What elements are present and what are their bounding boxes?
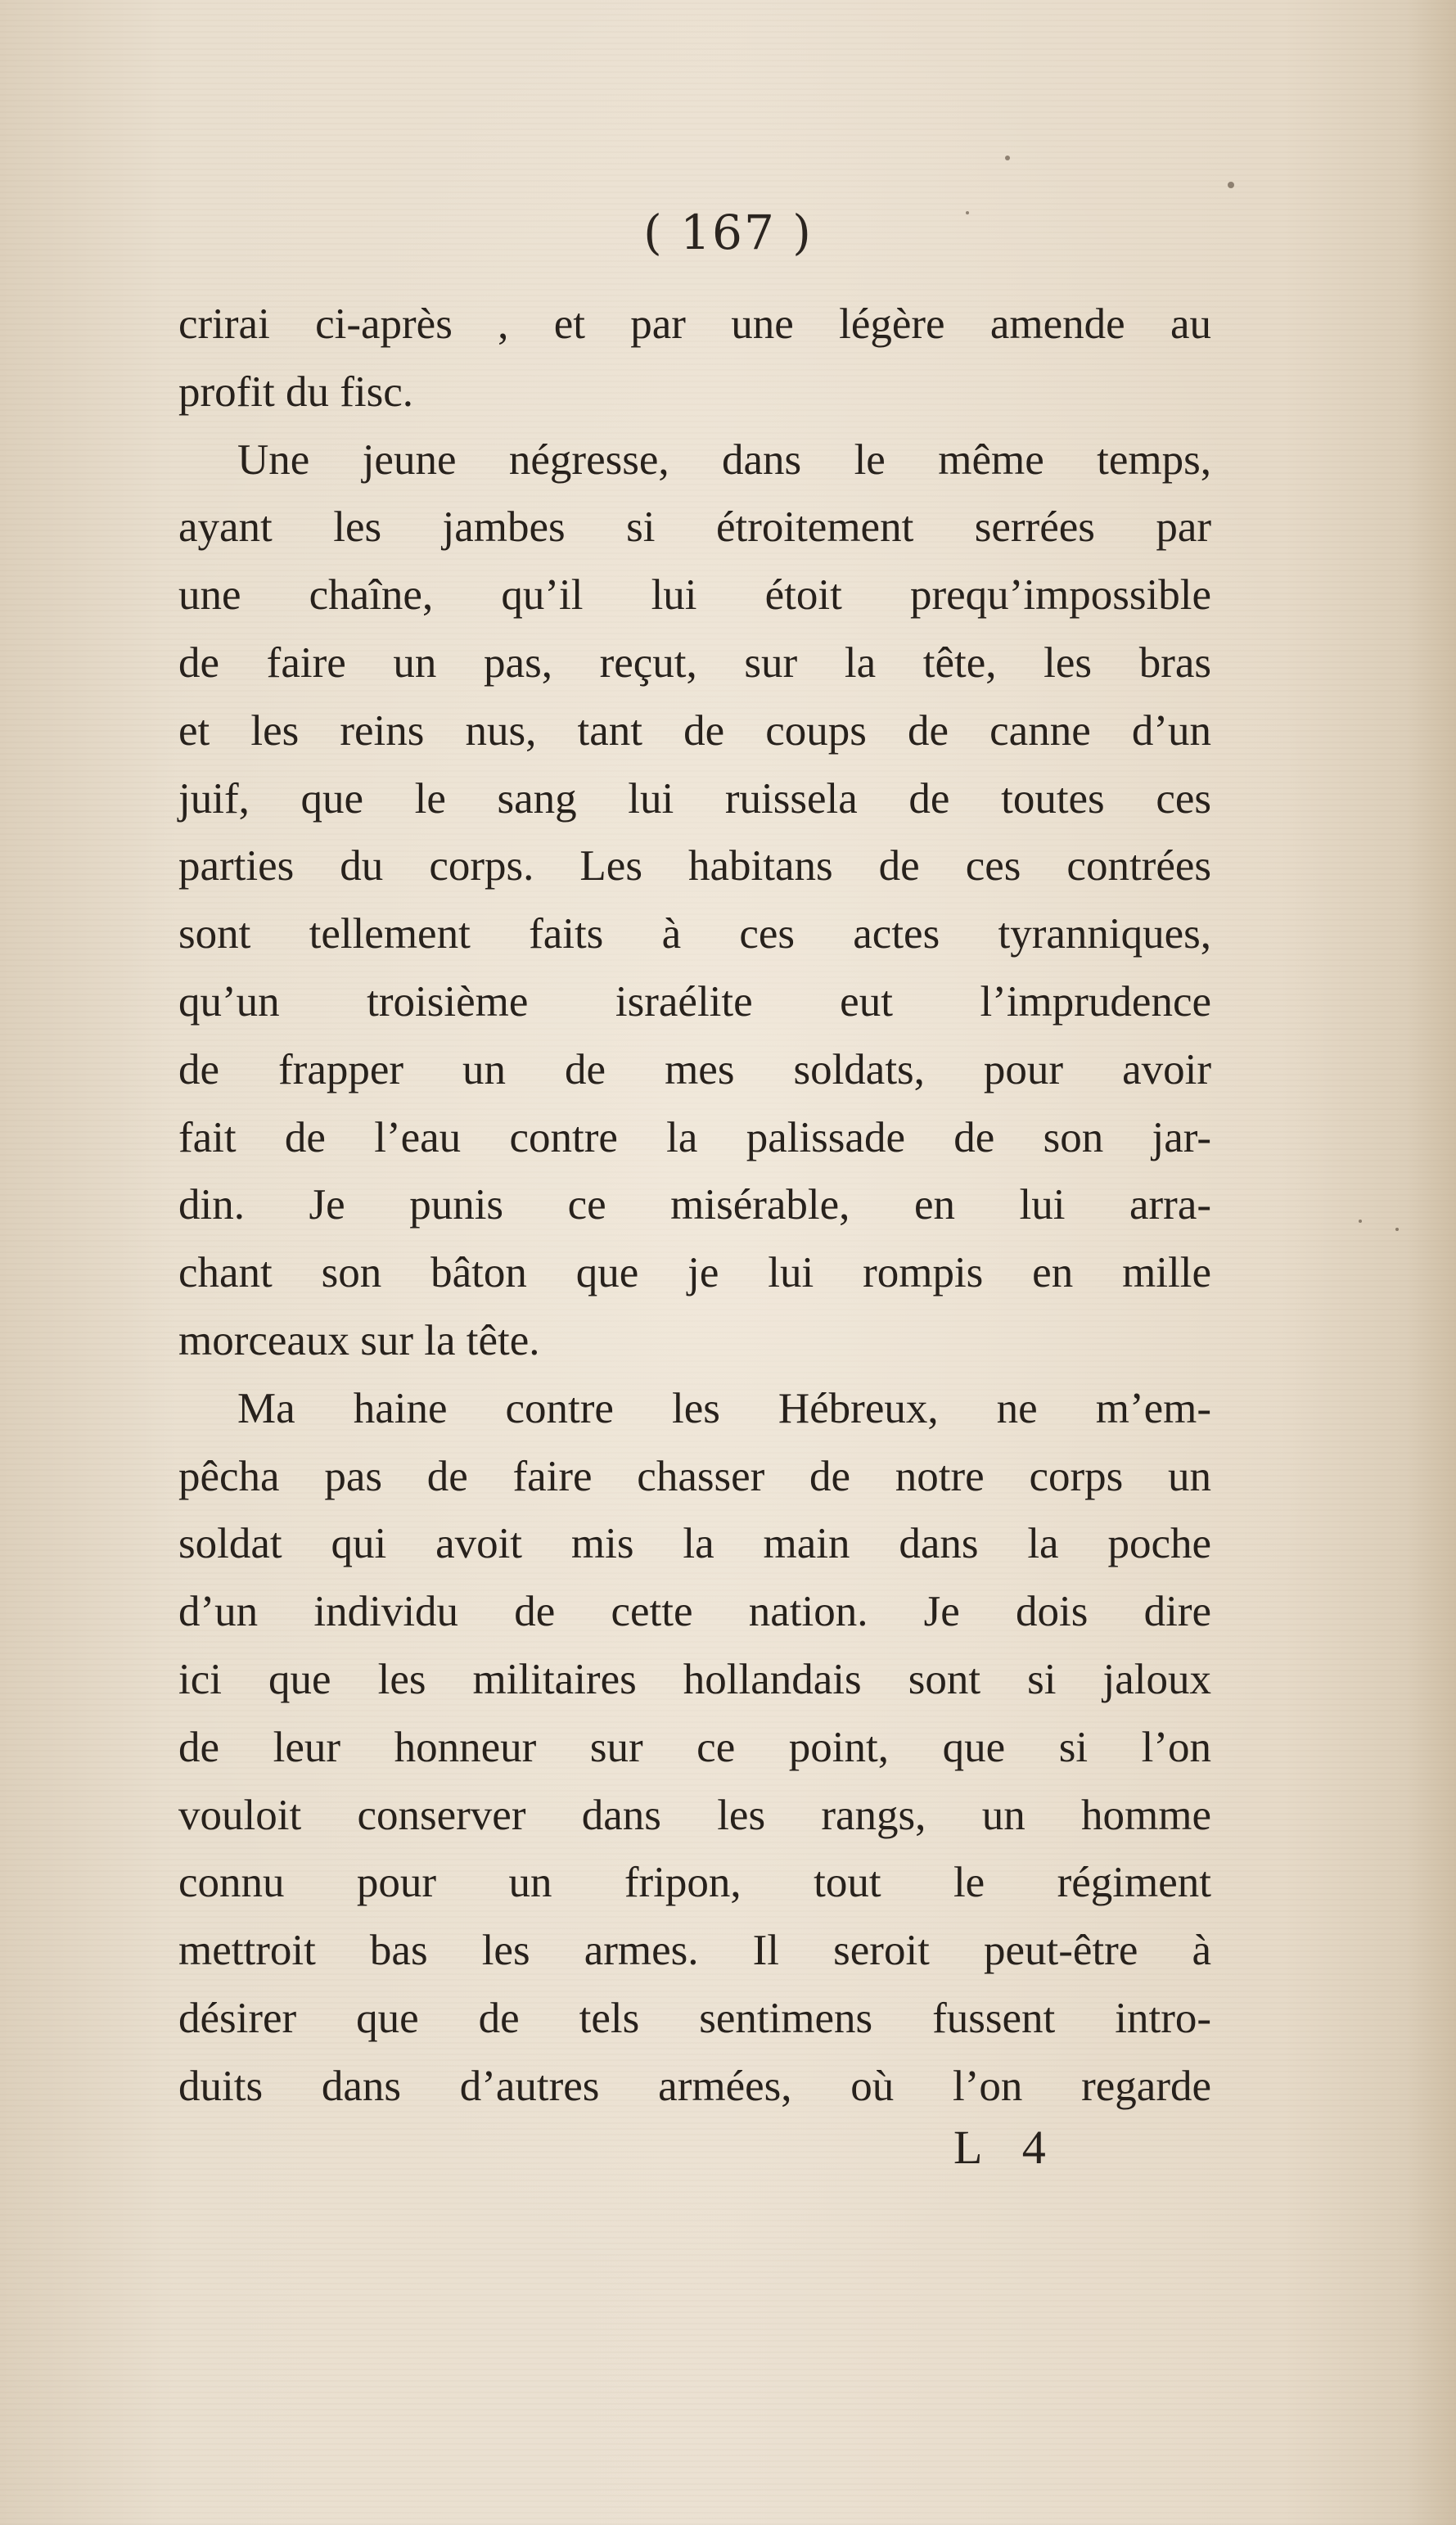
- printer-signature-mark: L 4: [953, 2121, 1061, 2174]
- text-line: qu’un troisième israélite eut l’imprudence: [178, 977, 1211, 1026]
- page-edge-shadow: [1407, 0, 1456, 2525]
- text-line: din. Je punis ce misérable, en lui arra-: [178, 1181, 1211, 1229]
- ink-speck: [1395, 1228, 1399, 1231]
- text-line: vouloit conserver dans les rangs, un homme: [178, 1791, 1211, 1839]
- text-line: de frapper un de mes soldats, pour avoir: [178, 1045, 1211, 1093]
- text-line: et les reins nus, tant de coups de canne d’un: [178, 706, 1211, 755]
- ink-speck: [1005, 156, 1010, 160]
- text-line: parties du corps. Les habitans de ces contrées: [178, 842, 1211, 891]
- ink-speck: [1228, 182, 1234, 188]
- text-line: duits dans d’autres armées, où l’on regarde: [178, 2062, 1211, 2110]
- body-text: [178, 291, 1211, 2121]
- text-line: crirai ci-après , et par une légère amende au: [178, 300, 1211, 348]
- text-line: mettroit bas les armes. Il seroit peut-être à: [178, 1927, 1211, 1975]
- text-line: Une jeune négresse, dans le même temps,: [237, 435, 1211, 484]
- text-line: juif, que le sang lui ruissela de toutes ces: [178, 774, 1211, 823]
- page-number-header: ( 167 ): [643, 205, 813, 260]
- text-line: connu pour un fripon, tout le régiment: [178, 1859, 1211, 1907]
- text-line: morceaux sur la tête.: [178, 1316, 540, 1364]
- text-line: soldat qui avoit mis la main dans la poche: [178, 1520, 1211, 1568]
- ink-speck: [1359, 1220, 1362, 1223]
- text-line: une chaîne, qu’il lui étoit prequ’impossible: [178, 571, 1211, 620]
- text-line: ici que les militaires hollandais sont si jaloux: [178, 1655, 1211, 1703]
- text-line: sont tellement faits à ces actes tyranniques,: [178, 910, 1211, 958]
- text-line: Ma haine contre les Hébreux, ne m’em-: [237, 1384, 1211, 1432]
- text-line: ayant les jambes si étroitement serrées par: [178, 503, 1211, 552]
- text-line: profit du fisc.: [178, 367, 414, 416]
- text-line: de leur honneur sur ce point, que si l’on: [178, 1723, 1211, 1771]
- text-line: désirer que de tels sentimens fussent intro-: [178, 1994, 1211, 2042]
- text-line: chant son bâton que je lui rompis en mille: [178, 1249, 1211, 1297]
- text-line: d’un individu de cette nation. Je dois dire: [178, 1588, 1211, 1636]
- text-line: pêcha pas de faire chasser de notre corps un: [178, 1452, 1211, 1500]
- text-line: de faire un pas, reçut, sur la tête, les bras: [178, 638, 1211, 687]
- text-line: fait de l’eau contre la palissade de son jar-: [178, 1113, 1211, 1161]
